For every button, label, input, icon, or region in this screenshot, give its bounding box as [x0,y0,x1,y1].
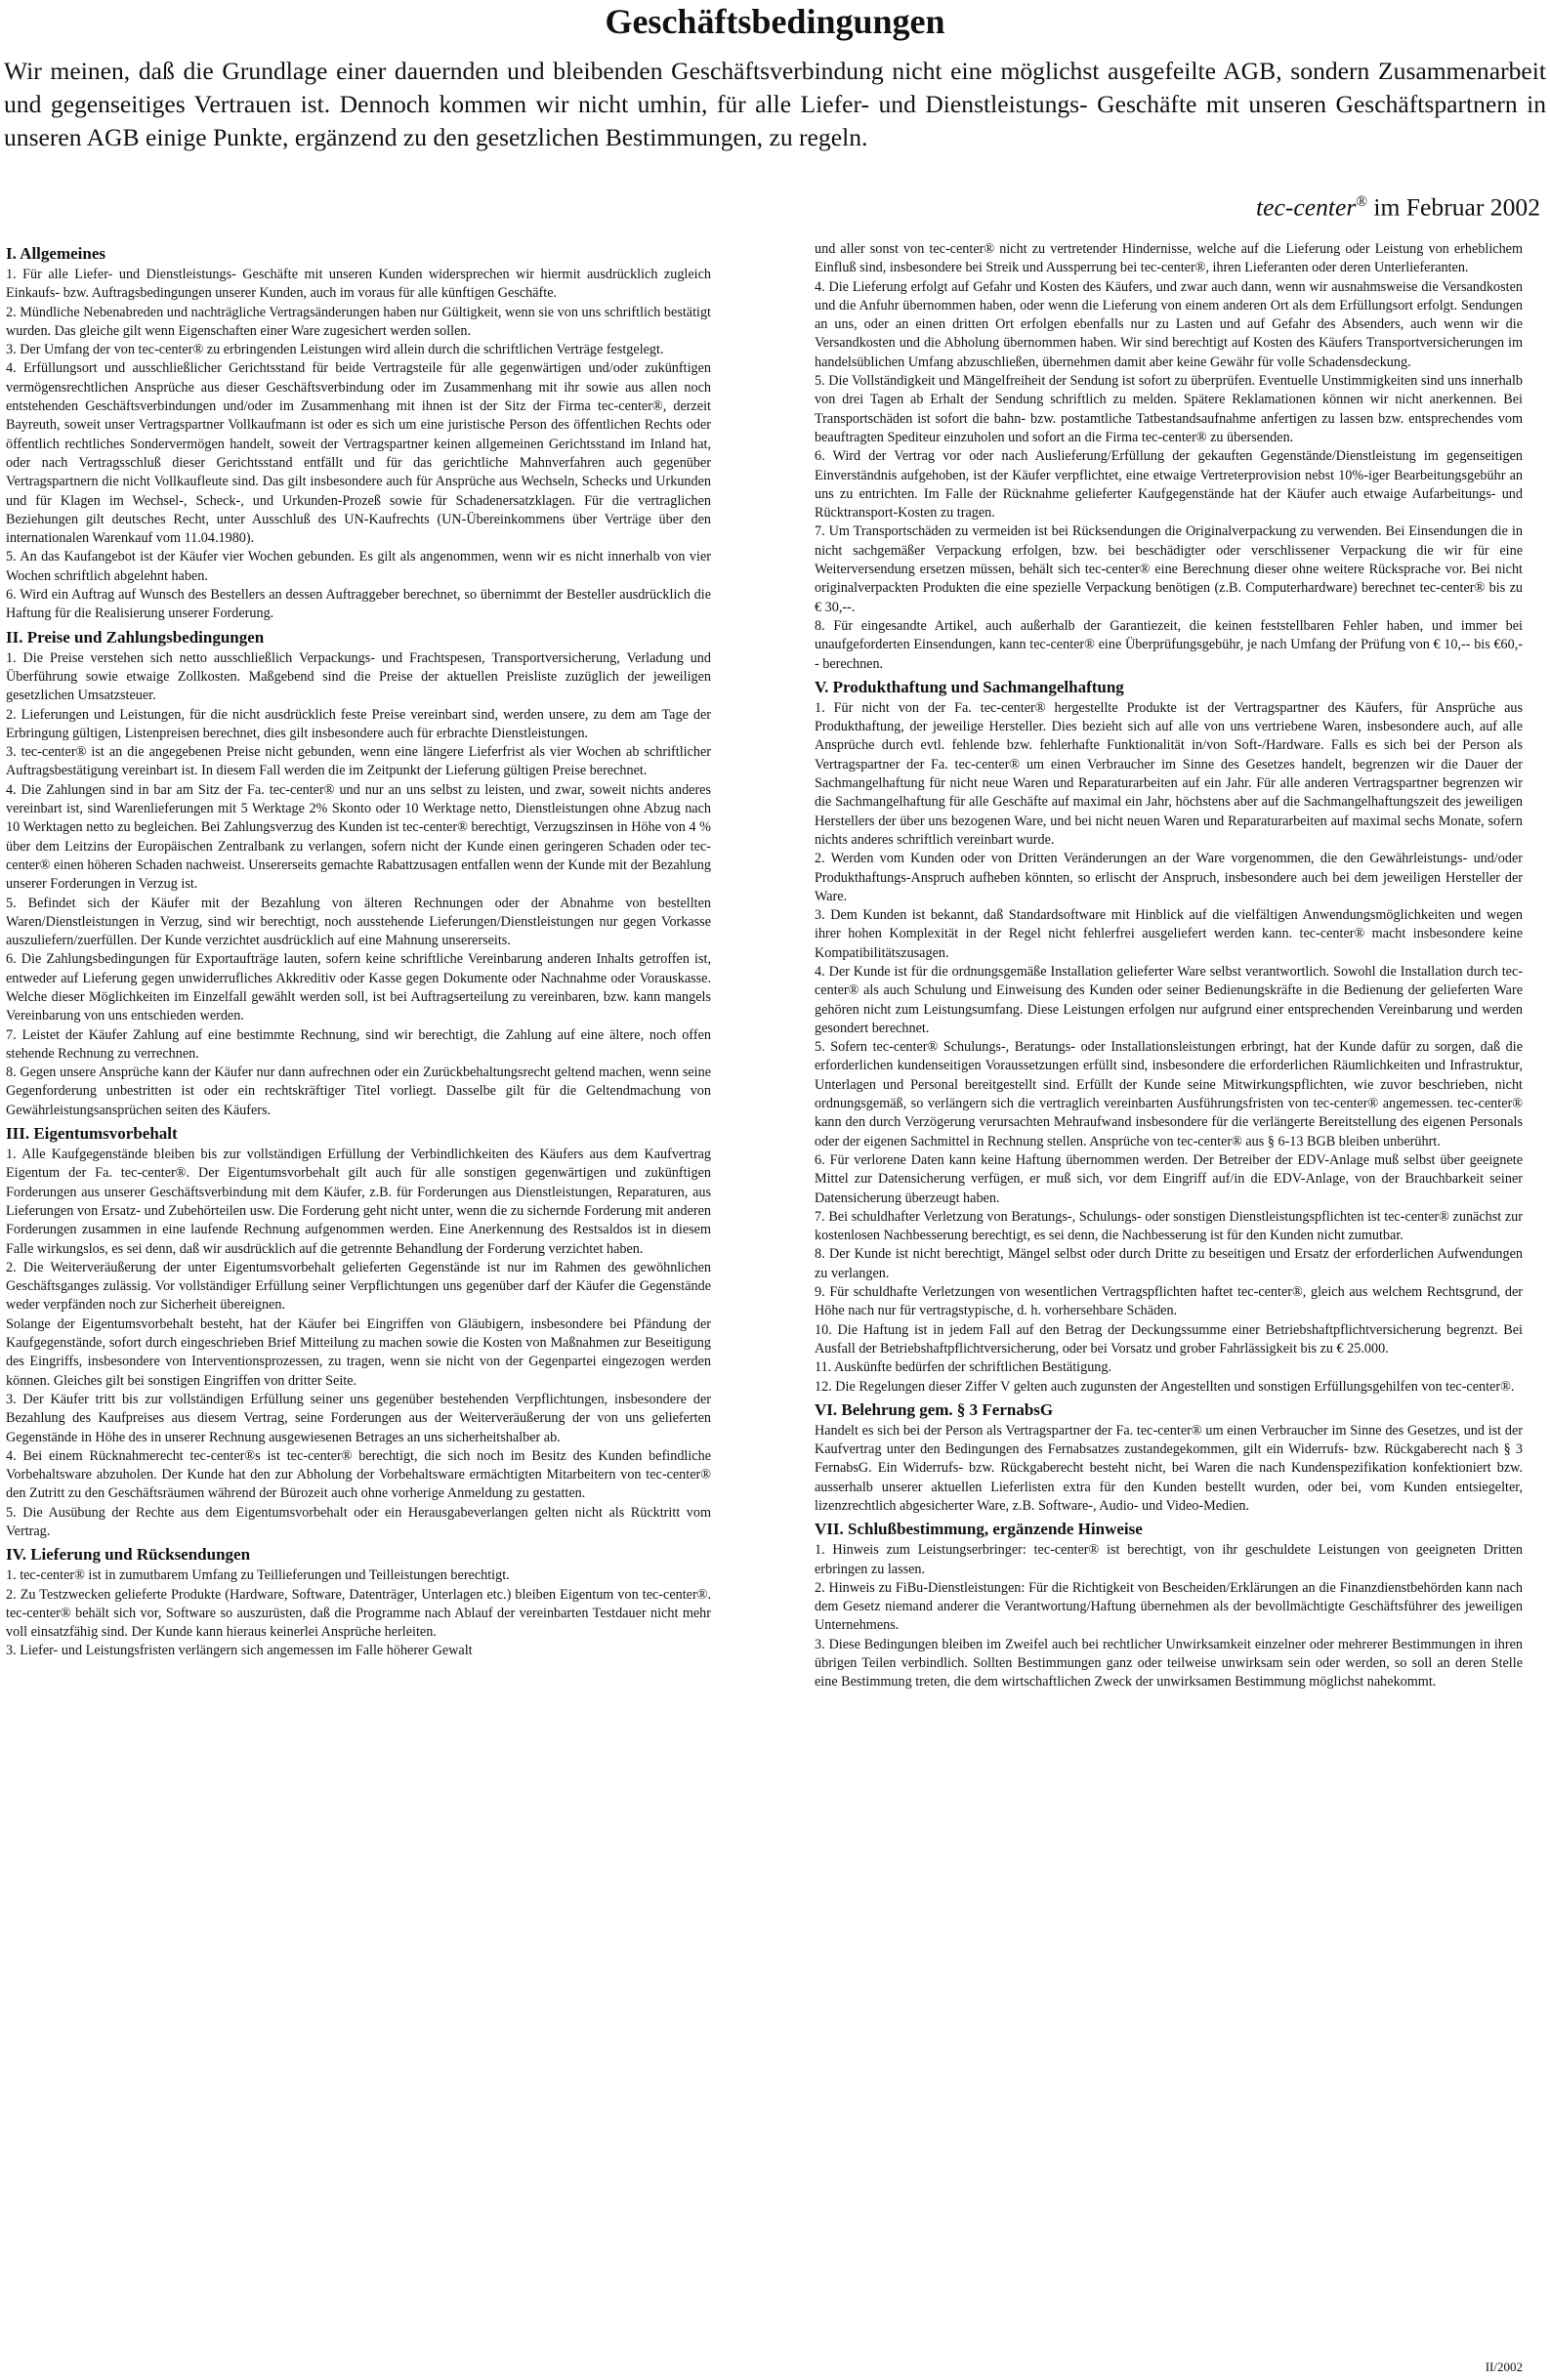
clause-paragraph: 5. An das Kaufangebot ist der Käufer vier Wochen gebunden. Es gilt als angenommen, wenn wir es nicht innerhalb von vier Wochen schriftlich abgelehnt haben. [6,549,711,584]
registered-mark: ® [1356,193,1367,210]
clause-paragraph: 1. tec-center® ist in zumutbarem Umfang zu Teillieferungen und Teilleistungen berechtigt. [6,1567,510,1584]
brand-name: tec-center [1256,192,1357,222]
clause-paragraph: 2. Lieferungen und Leistungen, für die nicht ausdrücklich feste Preise vereinbart sind, werden unsere, zu dem am Tage der Erbringung gültigen, Listenpreisen berechnet, dies gilt insbesondere auch für erbrachte Dienstleistungen. [6,706,711,741]
clause-paragraph: 4. Bei einem Rücknahmerecht tec-center®s ist tec-center® berechtigt, die sich noch im Besitz des Kunden befindliche Vorbehaltsware abzuholen. Der Kunde hat den zur Abholung der Vorbehaltsware ermächtigten Mitarbeitern von tec-center® den Zutritt zu den Geschäftsräumen während der Bürozeit auch ohne vorherige Anmeldung zu gestatten. [6,1447,711,1502]
section-heading: II. Preise und Zahlungsbedingungen [6,627,265,647]
section-heading: IV. Lieferung und Rücksendungen [6,1545,251,1565]
clause-paragraph: 6. Die Zahlungsbedingungen für Exportaufträge lauten, sofern keine schriftliche Vereinbarung anderen Inhalts getroffen ist, entweder auf Lieferung gegen unwiderrufliches Akkreditiv oder Kasse gegen Dokumente oder Nachnahme oder Vorauskasse. Welche dieser Möglichkeiten im Einzelfall gewählt werden soll, ist bei Auftragserteilung zu vereinbaren, bzw. kann mangels Vereinbarung von uns entschieden werden. [6,951,711,1024]
clause-paragraph: 6. Für verlorene Daten kann keine Haftung übernommen werden. Der Betreiber der EDV-Anlage muß selbst über geeignete Mittel zur Datensicherung verfügen, er muß sich, vor dem Eingriff auf/in die EDV-Anlage, von der Brauchbarkeit seiner Datensicherung überzeugt haben. [815,1151,1523,1206]
section-heading: V. Produkthaftung und Sachmangelhaftung [815,677,1124,696]
clause-paragraph: 6. Wird ein Auftrag auf Wunsch des Bestellers an dessen Auftraggeber berechnet, so übernimmt der Besteller ausdrücklich die Haftung für die Realisierung unserer Forderung. [6,587,711,622]
section-heading: VI. Belehrung gem. § 3 FernabsG [815,1399,1054,1419]
intro-date: im Februar 2002 [1373,192,1540,222]
clause-paragraph: 3. Diese Bedingungen bleiben im Zweifel auch bei rechtlicher Unwirksamkeit einzelner oder mehrerer Bestimmungen in ihren übrigen Teilen verbindlich. Sollten Bestimmungen ganz oder teilweise unwirksam sein oder werden, so soll an deren Stelle eine Bestimmung treten, die dem wirtschaftlichen Zweck der unwirksamen Bestimmung möglichst nahekommt. [815,1636,1523,1691]
clause-paragraph: 3. Liefer- und Leistungsfristen verlängern sich angemessen im Falle höherer Gewalt [6,1643,473,1659]
footer-code: II/2002 [1485,2359,1523,2374]
clause-paragraph: 7. Um Transportschäden zu vermeiden ist bei Rücksendungen die Originalverpackung zu verwenden. Bei Einsendungen die in nicht sachgemäßer Verpackung erfolgen, bzw. bei beschädigter oder verschlissener Verpackung die wir für eine Weiterversendung ersetzen müssen, behält sich tec-center® eine Berechnung dieser ohne weitere Rücksprache vor. Bei nicht originalverpackten Produkten die eine spezielle Verpackung benötigen (z.B. Computerhardware) berechnet tec-center® bis zu € 30,--. [815,523,1523,615]
clause-paragraph: 2. Werden vom Kunden oder von Dritten Veränderungen an der Ware vorgenommen, die den Gewährleistungs- und/oder Produkthaftungs-Anspruch aufheben könnten, so erlischt der Anspruch, insbesondere auch bei dem jeweiligen Hersteller der Ware. [815,851,1523,904]
clause-paragraph: Solange der Eigentumsvorbehalt besteht, hat der Käufer bei Eingriffen von Gläubigern, insbesondere bei Pfändung der Kaufgegenstände, sofort durch eingeschrieben Brief Mitteilung zu machen sowie die Kosten von Maßnahmen zur Beseitigung des Eingriffs, insbesondere von Interventionsprozessen, zu tragen, wenn sie nicht von der Gegenpartei eingezogen werden können. Gleiches gilt bei sonstigen Eingriffen von dritter Seite. [6,1315,711,1389]
clause-paragraph: 1. Für alle Liefer- und Dienstleistungs- Geschäfte mit unseren Kunden widersprechen wir hiermit ausdrücklich zugleich Einkaufs- bzw. Auftragsbedingungen unserer Kunden, auch im voraus für alle künftigen Geschäfte. [6,267,711,302]
clause-paragraph: und aller sonst von tec-center® nicht zu vertretender Hindernisse, welche auf die Lieferung oder Leistung von erheblichem Einfluß sind, insbesondere bei Streik und Aussperrung bei tec-center®, ihren Lieferanten oder deren Unterlieferanten. [815,241,1523,276]
clause-paragraph: 6. Wird der Vertrag vor oder nach Auslieferung/Erfüllung der gekauften Gegenstände/Dienstleistung im gegenseitigen Einverständnis aufgehoben, ist der Käufer verpflichtet, eine etwaige Vertreterprovision nebst 10%-iger Bearbeitungsgebühr an uns zu entrichten. Im Falle der Rücknahme gelieferter Kaufgegenstände hat der Käufer auch etwaige Aufarbeitungs- und Rücktransport-Kosten zu tragen. [815,448,1523,522]
clause-paragraph: 5. Die Ausübung der Rechte aus dem Eigentumsvorbehalt oder ein Herausgabeverlangen gelten nicht als Rücktritt vom Vertrag. [6,1504,711,1539]
section-heading: I. Allgemeines [6,244,105,263]
clause-paragraph: 4. Erfüllungsort und ausschließlicher Gerichtsstand für beide Vertragsteile für alle gegenwärtigen und/oder zukünftigen vermögensrechtlichen Ansprüche aus dieser Geschäftsverbindung oder im Zusammenhang mit ihr sowie aus allen noch entstehenden Geschäftsverbindungen und/oder im Zusammenhang mit ihnen ist der Sitz der Firma tec-center®, derzeit Bayreuth, soweit unser Vertragspartner Vollkaufmann ist oder es sich um eine juristische Person des öffentlichen Rechts oder öffentlich rechtliches Sondervermögen handelt, soweit der Vertragspartner keinen allgemeinen Gerichtsstand im Inland hat, oder nach Vertragsschluß dieser Gerichtsstand entfällt und für das gerichtliche Mahnverfahren auch gegenüber Vertragspartnern die nicht Vollkaufleute sind. Das gilt insbesondere auch für Ansprüche aus Wechseln, Schecks und Urkunden und für Klagen im Wechsel-, Scheck-, und Urkunden-Prozeß sowie für Schadenersatzklagen. Für die vertraglichen Beziehungen gilt deutsches Recht, unter Ausschluß des UN-Kaufrechts (UN-Übereinkommens über Verträge über den internationalen Warenkauf vom 11.04.1980). [6,360,711,547]
intro-signature [1256,186,1540,225]
clause-paragraph: 10. Die Haftung ist in jedem Fall auf den Betrag der Deckungssumme einer Betriebshaftpflichtversicherung begrenzt. Bei Ausfall der Betriebshaftpflichtversicherung, oder bei Vorsatz und grober Fahrlässigkeit bis zu € 25.000. [815,1321,1523,1357]
clause-paragraph: 3. Dem Kunden ist bekannt, daß Standardsoftware mit Hinblick auf die vielfältigen Anwendungsmöglichkeiten und wegen ihrer hohen Komplexität in der Regel nicht fehlerfrei ausgeliefert werden kann. tec-center® macht insbesondere keine Kompatibilitätszusagen. [815,907,1523,961]
clause-paragraph: 5. Befindet sich der Käufer mit der Bezahlung von älteren Rechnungen oder der Abnahme von bestellten Waren/Dienstleistungen in Verzug, sind wir berechtigt, noch ausstehende Lieferungen/Dienstleistungen nur gegen Vorkasse auszuliefern/zuerfüllen. Der Kunde verzichtet ausdrücklich auf eine Mahnung unsererseits. [6,895,711,949]
clause-paragraph: 2. Zu Testzwecken gelieferte Produkte (Hardware, Software, Datenträger, Unterlagen etc.) bleiben Eigentum von tec-center®. tec-center® behält sich vor, Software so auszurüsten, daß die Programme nach Ablauf der vereinbarten Testdauer nicht mehr voll einsatzfähig sind. Der Kunde kann hieraus keinerlei Ansprüche herleiten. [6,1586,711,1641]
clause-paragraph: 5. Die Vollständigkeit und Mängelfreiheit der Sendung ist sofort zu überprüfen. Eventuelle Unstimmigkeiten sind uns innerhalb von drei Tagen ab Erhalt der Sendung schriftlich zu melden. Spätere Reklamationen können wir nicht anerkennen. Bei Transportschäden ist sofort die bahn- bzw. postamtliche Tatbestandsaufnahme anfertigen zu lassen bzw. entsprechendes vom beauftragten Spediteur einzuholen und sofort an die Firma tec-center® zu übersenden. [815,373,1523,445]
clause-paragraph: 8. Der Kunde ist nicht berechtigt, Mängel selbst oder durch Dritte zu beseitigen und Ersatz der erforderlichen Aufwendungen zu verlangen. [815,1246,1523,1281]
clause-paragraph: 1. Alle Kaufgegenstände bleiben bis zur vollständigen Erfüllung der Verbindlichkeiten des Käufers aus dem Kaufvertrag Eigentum der Fa. tec-center®. Der Eigentumsvorbehalt gilt auch für alle sonstigen gegenwärtigen und zukünftigen Forderungen aus unserer Geschäftsverbindung mit dem Käufer, z.B. für Forderungen aus Dienstleistungen, Reparaturen, aus Lieferungen von Ersatz- und Zubehörteilen usw. Die Forderung geht nicht unter, wenn die zu sichernde Forderung mit anderen Forderungen zusammen in eine laufende Rechnung aufgenommen werden. Eine Anerkennung des Restsaldos ist in diesem Falle wirkungslos, es sei denn, daß wir ausdrücklich auf die getrennte Behandlung der Forderung verzichtet haben. [6,1147,711,1257]
clause-paragraph: 7. Leistet der Käufer Zahlung auf eine bestimmte Rechnung, sind wir berechtigt, die Zahlung auf eine ältere, noch offen stehende Rechnung zu verrechnen. [6,1026,711,1062]
intro-paragraph: Wir meinen, daß die Grundlage einer dauernden und bleibenden Geschäftsverbindung nicht eine möglichst ausgefeilte AGB, sondern Zusammenarbeit und gegenseitiges Vertrauen ist. Dennoch kommen wir nicht umhin, für alle Liefer- und Dienstleistungs- Geschäfte mit unseren Geschäftspartnern in unseren AGB einige Punkte, ergänzend zu den gesetzlichen Bestimmungen, zu regeln. [4,57,1546,151]
terms-column-right [815,240,1523,2369]
clause-paragraph: 11. Auskünfte bedürfen der schriftlichen Bestätigung. [815,1359,1112,1376]
section-heading: VII. Schlußbestimmung, ergänzende Hinweise [815,1520,1143,1539]
clause-paragraph: 2. Die Weiterveräußerung der unter Eigentumsvorbehalt gelieferten Gegenstände ist nur im Rahmen des gewöhnlichen Geschäftsganges zulässig. Vor vollständiger Erfüllung seiner Verpflichtungen uns gegenüber darf der Käufer die Gegenstände weder verpfänden noch zur Sicherheit übereignen. [6,1259,711,1314]
clause-paragraph: 1. Hinweis zum Leistungserbringer: tec-center® ist berechtigt, von ihr geschuldete Leistungen von geeigneten Dritten erbringen zu lassen. [815,1542,1523,1577]
clause-paragraph: 7. Bei schuldhafter Verletzung von Beratungs-, Schulungs- oder sonstigen Dienstleistungspflichten ist tec-center® zunächst zur kostenlosen Nachbesserung berechtigt, es sei denn, die Nachbesserung ist für den Kunden nicht zumutbar. [815,1208,1523,1244]
clause-paragraph: 8. Für eingesandte Artikel, auch außerhalb der Garantiezeit, die keinen feststellbaren Fehler haben, und immer bei unaufgeforderten Einsendungen, kann tec-center® eine Überprüfungsgebühr, je nach Umfang der Prüfung von € 10,-- bis €60,-- berechnen. [815,617,1523,672]
clause-paragraph: 12. Die Regelungen dieser Ziffer V gelten auch zugunsten der Angestellten und sonstigen Erfüllungsgehilfen von tec-center®. [815,1378,1515,1395]
section-heading: III. Eigentumsvorbehalt [6,1124,178,1144]
clause-paragraph: 2. Mündliche Nebenabreden und nachträgliche Vertragsänderungen haben nur Gültigkeit, wenn sie von uns schriftlich bestätigt wurden. Das gleiche gilt wenn Eigenschaften einer Ware zugesichert werden sollen. [6,304,711,339]
clause-paragraph: 4. Die Lieferung erfolgt auf Gefahr und Kosten des Käufers, und zwar auch dann, wenn wir ausnahmsweise die Versandkosten und die Anfuhr übernommen haben, oder wenn die Lieferung von einem anderen Ort als dem Erfüllungsort erfolgt. Sendungen an uns, oder an einen dritten Ort erfolgen ebenfalls nur zu Lasten und auf Gefahr des Absenders, auch wenn wir die Versandkosten und die Abholung übernommen haben. Wir sind berechtigt auf Kosten des Käufers Transportversicherungen im handelsüblichen Umfang abzuschließen, übernehmen damit aber keine Gewähr für volle Schadensdeckung. [815,278,1523,370]
clause-paragraph: 3. Der Käufer tritt bis zur vollständigen Erfüllung seiner uns gegenüber bestehenden Verpflichtungen, insbesondere der Bezahlung des Kaufpreises aus diesem Vertrag, seine Forderungen aus der Weiterveräußerung der von uns gelieferten Gegenstände in Höhe des in unserer Rechnung ausgewiesenen Betrages an uns sicherheitshalber ab. [6,1391,711,1445]
clause-paragraph: 8. Gegen unsere Ansprüche kann der Käufer nur dann aufrechnen oder ein Zurückbehaltungsrecht geltend machen, wenn seine Gegenforderung unbestritten ist oder ein rechtskräftiger Titel vorliegt. Dasselbe gilt für die Geltendmachung von Gewährleistungsansprüchen seiten des Käufers. [6,1065,711,1118]
clause-paragraph: 1. Die Preise verstehen sich netto ausschließlich Verpackungs- und Frachtspesen, Transportversicherung, Verladung und Überführung sowie etwaige Zollkosten. Maßgebend sind die Preise der aktuellen Preisliste zuzüglich der jeweiligen gesetzlichen Umsatzsteuer. [6,649,711,704]
clause-paragraph: Handelt es sich bei der Person als Vertragspartner der Fa. tec-center® um einen Verbraucher im Sinne des Gesetzes, und ist der Kaufvertrag unter den Bedingungen des Fernabsatzes zustandegekommen, gilt ein Widerrufs- bzw. Rückgaberecht nach § 3 FernabsG. Ein Widerrufs- bzw. Rückgaberecht besteht nicht, bei Waren die nach Kundenspezifikation konfektioniert bzw. ausserhalb unserer aktuellen Lieferlisten extra für den Kunden bestellt wurden, oder bei, vom Kunden entsiegelter, lizenzrechtlich abgesicherter Ware, z.B. Software-, Audio- und Video-Medien. [815,1422,1523,1514]
clause-paragraph: 5. Sofern tec-center® Schulungs-, Beratungs- oder Installationsleistungen erbringt, hat der Kunde dafür zu sorgen, daß die erforderlichen kundenseitigen Voraussetzungen erfüllt sind, insbesondere die erforderlichen Räumlichkeiten und Infrastruktur, Unterlagen und Personal bereitgestellt sind. Erfüllt der Kunde seine Mitwirkungspflichten, wie zuvor beschrieben, nicht ordnungsgemäß, so verlängern sich die vertraglich vereinbarten Ausführungsfristen von tec-center® angemessen. tec-center® kann den durch Verzögerung verursachten Mehraufwand insbesondere für die verlängerte Bereitstellung des eigenen Personals oder der eigenen Sachmittel in Rechnung stellen. Ansprüche von tec-center® aus § 6-13 BGB bleiben unberührt. [815,1039,1523,1149]
clause-paragraph: 4. Die Zahlungen sind in bar am Sitz der Fa. tec-center® und nur an uns selbst zu leisten, und zwar, soweit nichts anderes vereinbart ist, sind Warenlieferungen mit 5 Werktage 2% Skonto oder 10 Werktage netto, Dienstleistungen ohne Abzug nach 10 Werktagen netto zu begleichen. Bei Zahlungsverzug des Kunden ist tec-center® berechtigt, Verzugszinsen in Höhe von 4 % über dem Leitzins der Europäischen Zentralbank zu verlangen, sofern nicht der Kunde einen geringeren Schaden oder tec-center® einen höheren Schaden nachweist. Unsererseits gemachte Rabattzusagen entfallen wenn der Kunde mit der Bezahlung unserer Forderungen in Verzug ist. [6,781,711,893]
clause-paragraph: 4. Der Kunde ist für die ordnungsgemäße Installation gelieferter Ware selbst verantwortlich. Sowohl die Installation durch tec-center® als auch Schulung und Einweisung des Kunden oder seiner Bedienungskräfte in die Bedienung der gelieferten Ware gehören nicht zum Leistungsumfang. Diese Leistungen erfolgen nur aufgrund einer entsprechenden Vereinbarung und werden gesondert berechnet. [815,963,1523,1036]
clause-paragraph: 2. Hinweis zu FiBu-Dienstleistungen: Für die Richtigkeit von Bescheiden/Erklärungen an die Finanzdienstbehörden kann nach dem Gesetz niemand anderer die Verantwortung/Haftung übernehmen als der bevollmächtigte Geschäftsführer des jeweiligen Unternehmens. [815,1579,1523,1634]
clause-paragraph: 1. Für nicht von der Fa. tec-center® hergestellte Produkte ist der Vertragspartner des Käufers, für Ansprüche aus Produkthaftung, der jeweilige Hersteller. Dies bezieht sich auf alle von uns vertriebene Waren, insbesondere auch, auf alle Ansprüche durch evtl. fehlende bzw. fehlerhafte Funktionalität in/von Soft-/Hardware. Falls es sich bei der Person als Vertragspartner der Fa. tec-center® um einen Verbraucher im Sinne des Gesetzes handelt, begrenzen wir die Dauer der Sachmangelhaftung für nicht neue Waren und Reparaturarbeiten auf ein Jahr. Für alle anderen Vertragspartner begrenzen wir die Sachmangelhaftung für alle Geschäfte auf maximal ein Jahr, höchstens aber auf die Sachmangelhaftungszeit des jeweiligen Herstellers der über uns bezogenen Ware, und bei nicht neuen Waren und Reparaturarbeiten auf maximal sechs Monate, sofern nichts anderes schriftlich vereinbart wurde. [815,699,1523,848]
clause-paragraph: 3. tec-center® ist an die angegebenen Preise nicht gebunden, wenn eine längere Lieferfrist als vier Wochen ab schriftlicher Auftragsbestätigung vereinbart ist. In diesem Fall werden die im Zeitpunkt der Lieferung gültigen Preise berechnet. [6,744,711,779]
terms-column-left [6,240,711,2369]
clause-paragraph: 3. Der Umfang der von tec-center® zu erbringenden Leistungen wird allein durch die schriftlichen Verträge festgelegt. [6,342,664,358]
page-title: Geschäftsbedingungen [605,2,945,41]
clause-paragraph: 9. Für schuldhafte Verletzungen von wesentlichen Vertragspflichten haftet tec-center®, gleich aus welchem Rechtsgrund, der Höhe nach nur für vertragstypische, d. h. vorhersehbare Schäden. [815,1284,1523,1319]
